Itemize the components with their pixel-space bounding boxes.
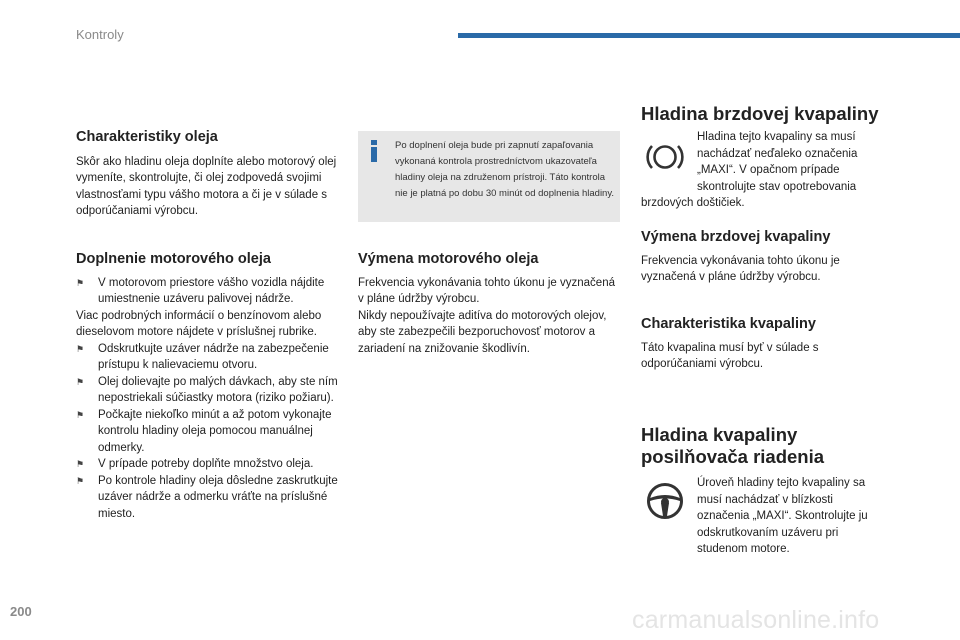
oil-change-warning-text: Nikdy nepoužívajte aditíva do motorových olejov, aby ste zabezpečili bezporuchovosť motorov a zariadení na znižovanie škodlivín. [358,309,607,355]
list-item [76,275,338,308]
more-info-text: Viac podrobných informácií o benzínovom alebo dieselovom motore nájdete v príslušnej rubrike. [76,309,322,338]
fluid-characteristics-heading: Charakteristika kvapaliny [641,316,816,332]
flag-bullet-icon: ⚑ [76,459,85,469]
brake-change-section [641,229,881,286]
oil-characteristics-text: Skôr ako hladinu oleja doplníte alebo motorový olej vymeníte, skontrolujte, či olej zodpovedá svojimi vlastnosťami typu vášho motora a či je v súlade s odporúčaniami výrobcu. [76,155,337,217]
list-item [76,456,338,473]
flag-bullet-icon: ⚑ [76,475,85,486]
oil-change-section [358,251,620,357]
flag-bullet-icon: ⚑ [76,277,85,288]
list-item-text: V prípade potreby doplňte množstvo oleja. [98,458,314,470]
steering-fluid-section [641,424,881,468]
list-item [76,407,338,457]
oil-characteristics-section [76,129,338,220]
list-item-text: Olej dolievajte po malých dávkach, aby ste ním nepostriekali súčiastky motora (riziko požiaru). [98,375,338,404]
steering-fluid-heading-line2: posilňovača riadenia [641,446,825,467]
brake-fluid-text: Hladina tejto kvapaliny sa musí nachádzať neďaleko označenia „MAXI“. V opačnom prípade skontrolujte stav opotrebovania [697,131,858,193]
page-number: 200 [10,604,32,619]
info-note-text: Po doplnení oleja bude pri zapnutí zapaľovania vykonaná kontrola prostredníctvom ukazovateľa hladiny oleja na združenom prístroji. Táto kontrola nie je platná po dobu 30 minút od doplnenia hladiny. [395,140,615,199]
brake-fluid-text-cont: brzdových doštičiek. [641,197,745,209]
list-item [76,341,338,374]
info-icon [368,139,380,163]
list-item-text: V motorovom priestore vášho vozidla nájdite umiestnenie uzáveru palivovej nádrže. [98,276,325,305]
brake-change-text: Frekvencia vykonávania tohto úkonu je vyznačená v pláne údržby výrobcu. [641,254,840,283]
section-title: Kontroly [76,27,124,42]
info-note-box [358,131,620,222]
list-item [76,374,338,407]
brake-fluid-heading: Hladina brzdovej kvapaliny [641,103,879,124]
steering-fluid-heading-line1: Hladina kvapaliny [641,424,798,445]
fluid-characteristics-text: Táto kvapalina musí byť v súlade s odporúčaniami výrobcu. [641,341,819,370]
flag-bullet-icon: ⚑ [76,376,85,387]
oil-change-text: Frekvencia vykonávania tohto úkonu je vyznačená v pláne údržby výrobcu. [358,276,615,305]
list-item [76,473,338,523]
steering-fluid-text: Úroveň hladiny tejto kvapaliny sa musí nachádzať v blízkosti označenia „MAXI“. Skontrolujte ju odskrutkovaním uzáveru pri studenom motore. [697,477,868,555]
flag-bullet-icon: ⚑ [76,343,85,354]
fluid-characteristics-section [641,316,881,373]
oil-topup-section [76,251,338,522]
oil-topup-heading: Doplnenie motorového oleja [76,251,271,267]
brake-fluid-section [641,103,881,125]
list-item-text: Odskrutkujte uzáver nádrže na zabezpečenie prístupu k nalievaciemu otvoru. [98,342,329,371]
list-item-text: Po kontrole hladiny oleja dôsledne zaskrutkujte uzáver nádrže a odmerku vráťte na príslušné miesto. [98,474,338,520]
steering-wheel-icon [645,481,685,521]
brake-change-heading: Výmena brzdovej kvapaliny [641,229,831,245]
list-item-text: Počkajte niekoľko minút a až potom vykonajte kontrolu hladiny oleja pomocou manuálnej odmerky. [98,408,332,454]
header-accent-bar [458,33,960,38]
watermark: carmanualsonline.info [632,606,880,634]
oil-change-heading: Výmena motorového oleja [358,251,539,267]
brake-warning-icon [645,140,685,174]
flag-bullet-icon: ⚑ [76,409,85,420]
oil-characteristics-heading: Charakteristiky oleja [76,129,218,145]
